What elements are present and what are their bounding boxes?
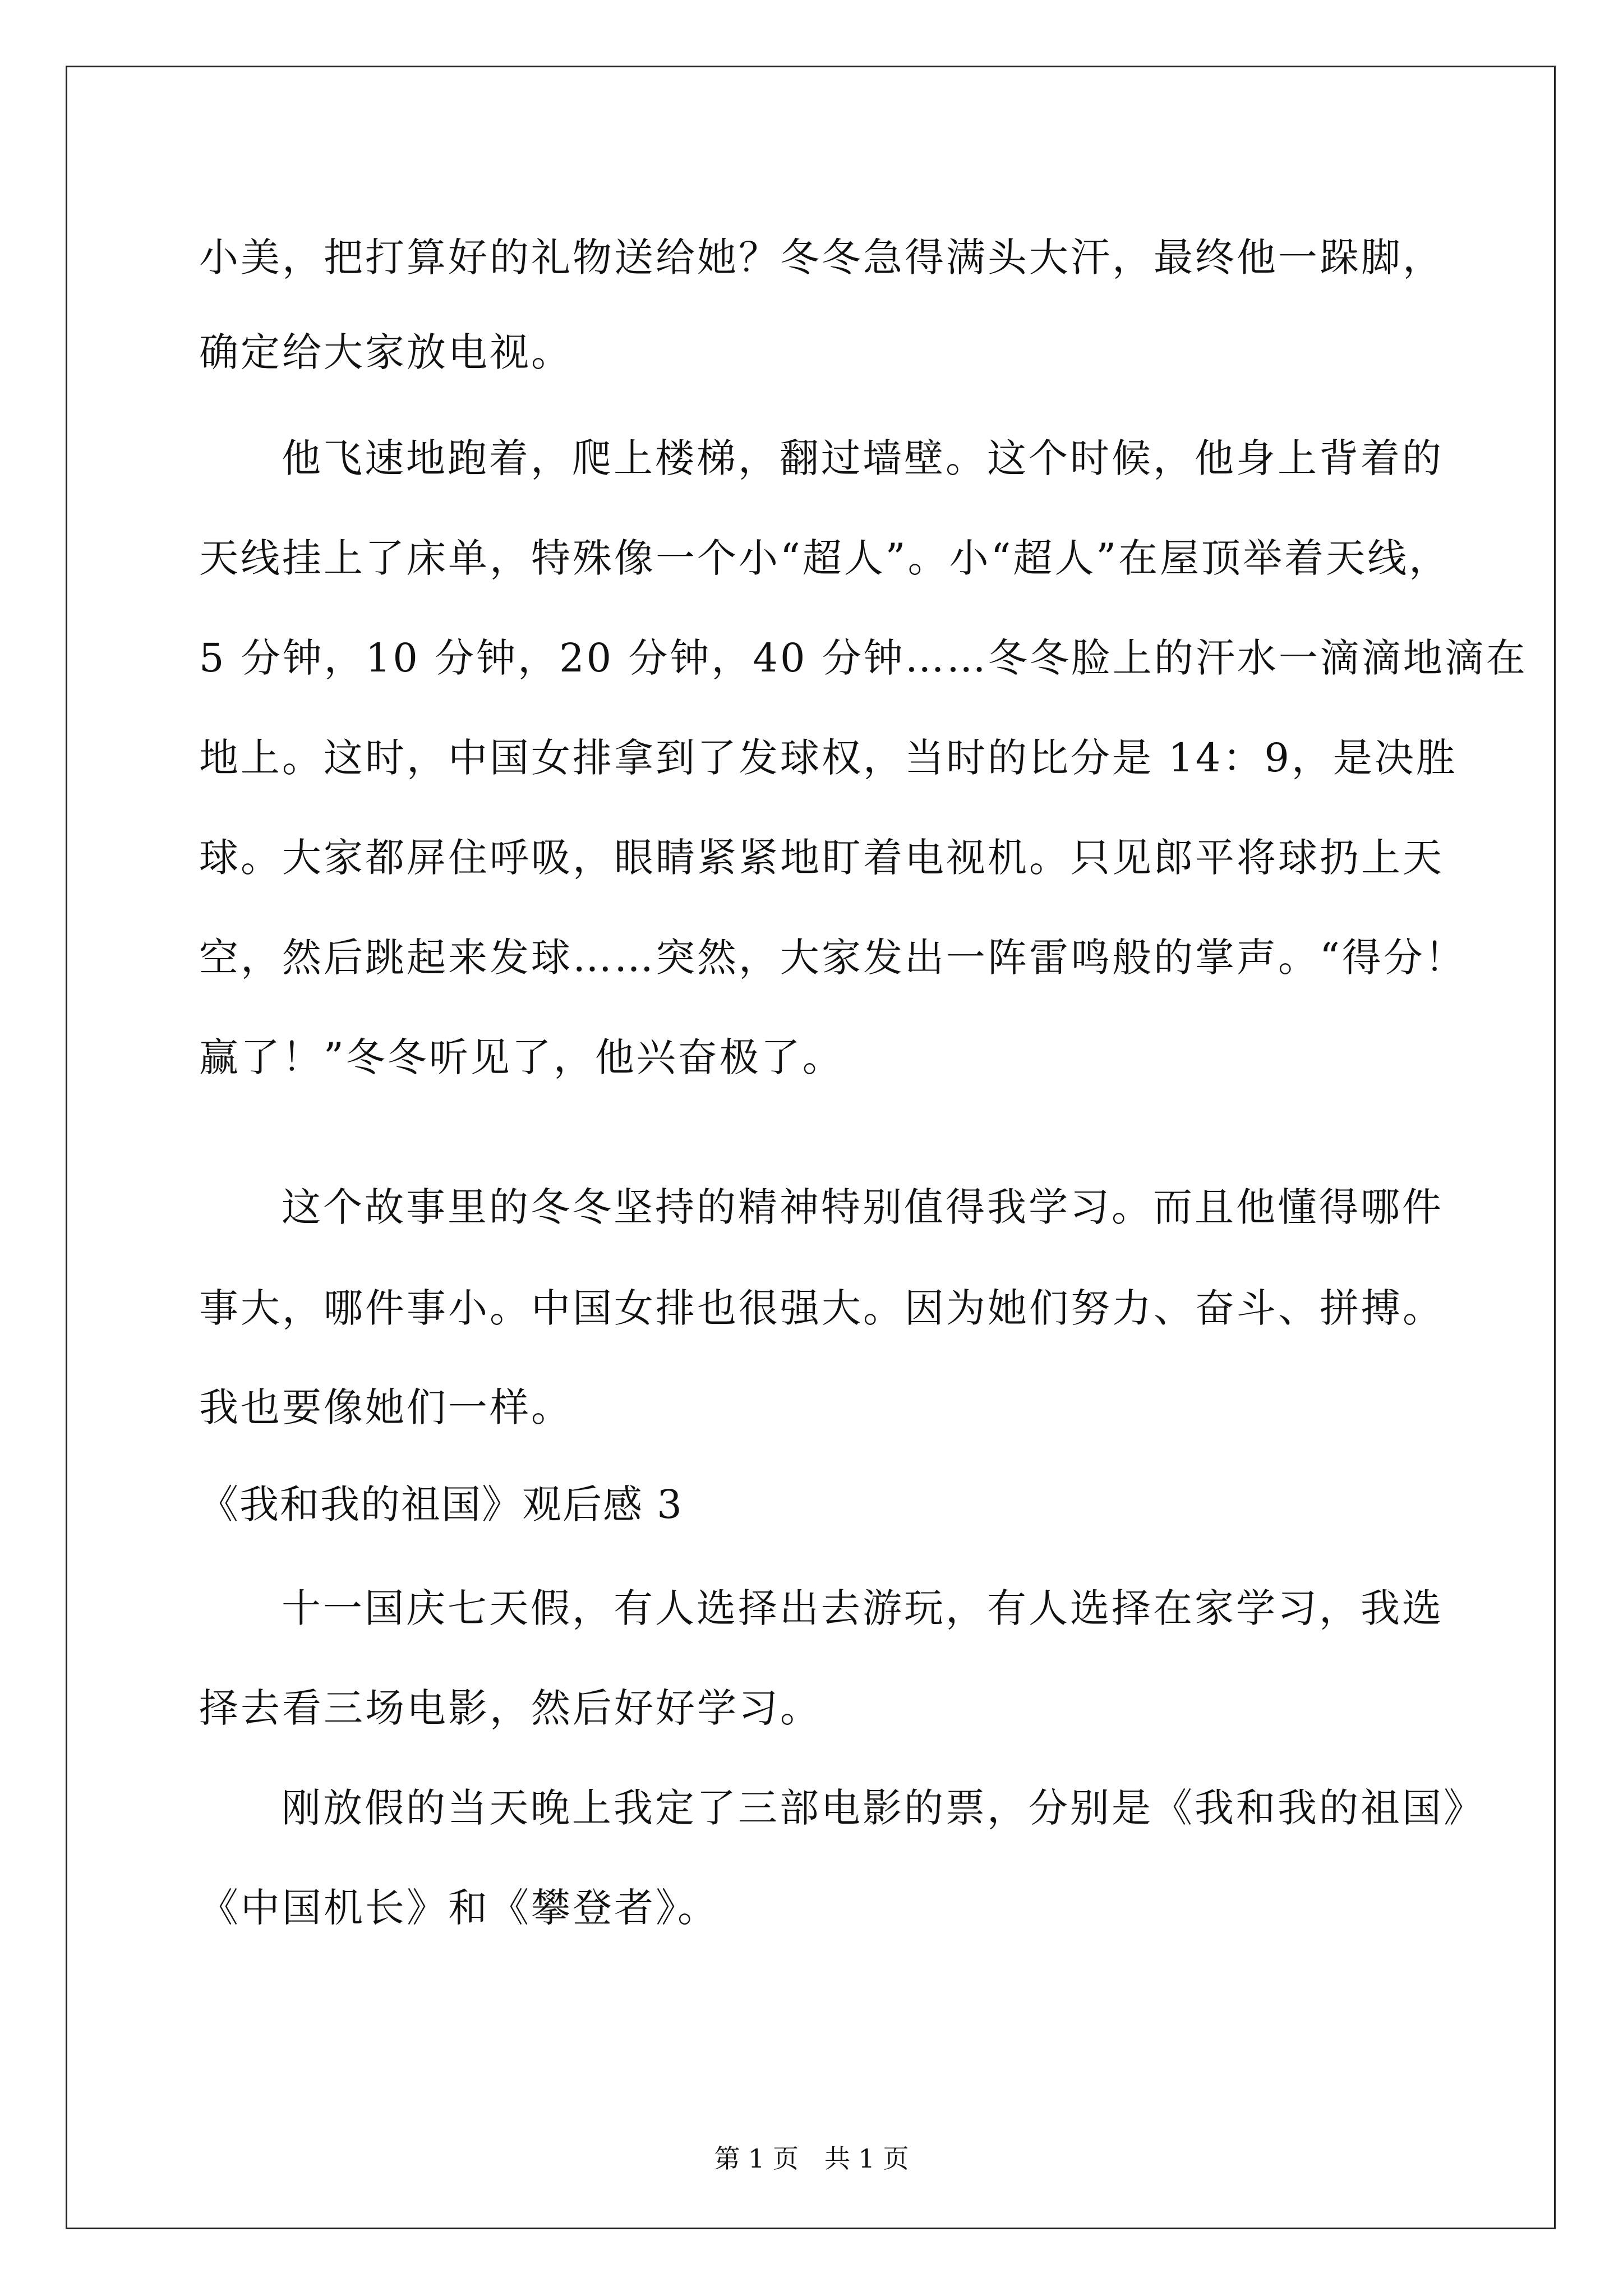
- p2-line-1: 他飞速地跑着，爬上楼梯，翻过墙壁。这个时候，他身上背着的: [282, 435, 1444, 481]
- p4-line-1: 十一国庆七天假，有人选择出去游玩，有人选择在家学习，我选: [282, 1585, 1444, 1631]
- p5-line-2: 《中国机长》和《攀登者》。: [199, 1885, 719, 1931]
- p2-line-6: 空，然后跳起来发球……突然，大家发出一阵雷鸣般的掌声。“得分！: [199, 935, 1467, 981]
- p1-line-2: 确定给大家放电视。: [199, 329, 573, 375]
- page-footer: 第 1 页 共 1 页: [714, 2143, 909, 2174]
- p3-line-2: 事大，哪件事小。中国女排也很强大。因为她们努力、奋斗、拼搏。: [199, 1285, 1444, 1331]
- p4-line-2: 择去看三场电影，然后好好学习。: [199, 1685, 822, 1731]
- p3-line-1: 这个故事里的冬冬坚持的精神特别值得我学习。而且他懂得哪件: [282, 1184, 1444, 1230]
- p5-line-1: 刚放假的当天晚上我定了三部电影的票，分别是《我和我的祖国》: [282, 1785, 1485, 1831]
- p2-line-5: 球。大家都屏住呼吸，眼睛紧紧地盯着电视机。只见郎平将球扔上天: [199, 835, 1444, 881]
- p3-line-3: 我也要像她们一样。: [199, 1384, 573, 1430]
- p1-line-1: 小美，把打算好的礼物送给她？冬冬急得满头大汗，最终他一跺脚，: [199, 234, 1444, 280]
- p2-line-7: 赢了！”冬冬听见了，他兴奋极了。: [199, 1034, 844, 1080]
- p2-line-2: 天线挂上了床单，特殊像一个小“超人”。小“超人”在屋顶举着天线，: [199, 535, 1451, 581]
- p2-line-3: 5 分钟，10 分钟，20 分钟，40 分钟……冬冬脸上的汗水一滴滴地滴在: [199, 635, 1528, 681]
- p2-line-4: 地上。这时，中国女排拿到了发球权，当时的比分是 14：9，是决胜: [199, 735, 1458, 781]
- section-title: 《我和我的祖国》观后感 3: [199, 1481, 683, 1527]
